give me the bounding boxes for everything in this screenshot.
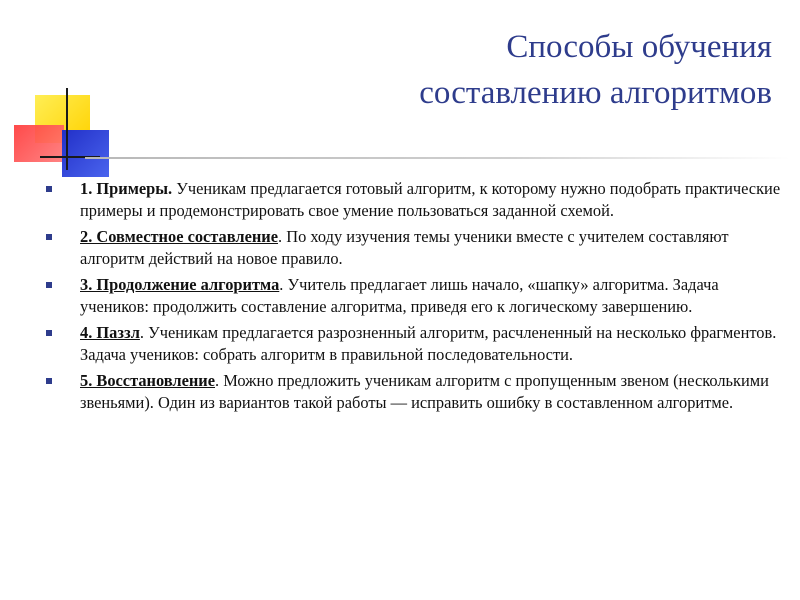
blue-square bbox=[62, 130, 109, 177]
item-heading: 1. Примеры. bbox=[80, 179, 173, 198]
square-bullet-icon bbox=[46, 282, 52, 288]
item-heading: 2. Совместное составление bbox=[80, 227, 279, 246]
item-heading: 5. Восстановление bbox=[80, 371, 216, 390]
square-bullet-icon bbox=[46, 186, 52, 192]
item-text: . Ученикам предлагается разрозненный алгоритм, расчлененный на несколько фрагментов. Задача учеников: собрать алгоритм в правильной последовательности. bbox=[80, 323, 777, 364]
item-text: . Можно предложить ученикам алгоритм с пропущенным звеном (несколькими звеньями). Один из вариантов такой работы — исправить ошибку в составленном алгоритме. bbox=[80, 371, 769, 412]
square-bullet-icon bbox=[46, 330, 52, 336]
title-line-2: составлению алгоритмов bbox=[419, 75, 772, 111]
title-divider bbox=[85, 157, 790, 159]
decorative-squares-logo bbox=[0, 0, 110, 175]
methods-list bbox=[38, 178, 783, 418]
square-bullet-icon bbox=[46, 234, 52, 240]
list-item bbox=[38, 226, 783, 270]
item-heading: 4. Паззл bbox=[80, 323, 140, 342]
list-item bbox=[38, 178, 783, 222]
item-heading: 3. Продолжение алгоритма bbox=[80, 275, 280, 294]
title-line-1: Способы обучения bbox=[506, 29, 772, 65]
item-text: . Учитель предлагает лишь начало, «шапку» алгоритма. Задача учеников: продолжить составление алгоритма, приведя его к логическому завершению. bbox=[80, 275, 719, 316]
item-text: . По ходу изучения темы ученики вместе с учителем составляют алгоритм действий на новое правило. bbox=[80, 227, 729, 268]
slide-title bbox=[212, 24, 772, 116]
list-item bbox=[38, 322, 783, 366]
square-bullet-icon bbox=[46, 378, 52, 384]
list-item bbox=[38, 370, 783, 414]
list-item bbox=[38, 274, 783, 318]
item-text: Ученикам предлагается готовый алгоритм, к которому нужно подобрать практические примеры и продемонстрировать свое умение пользоваться заданной схемой. bbox=[80, 179, 781, 220]
